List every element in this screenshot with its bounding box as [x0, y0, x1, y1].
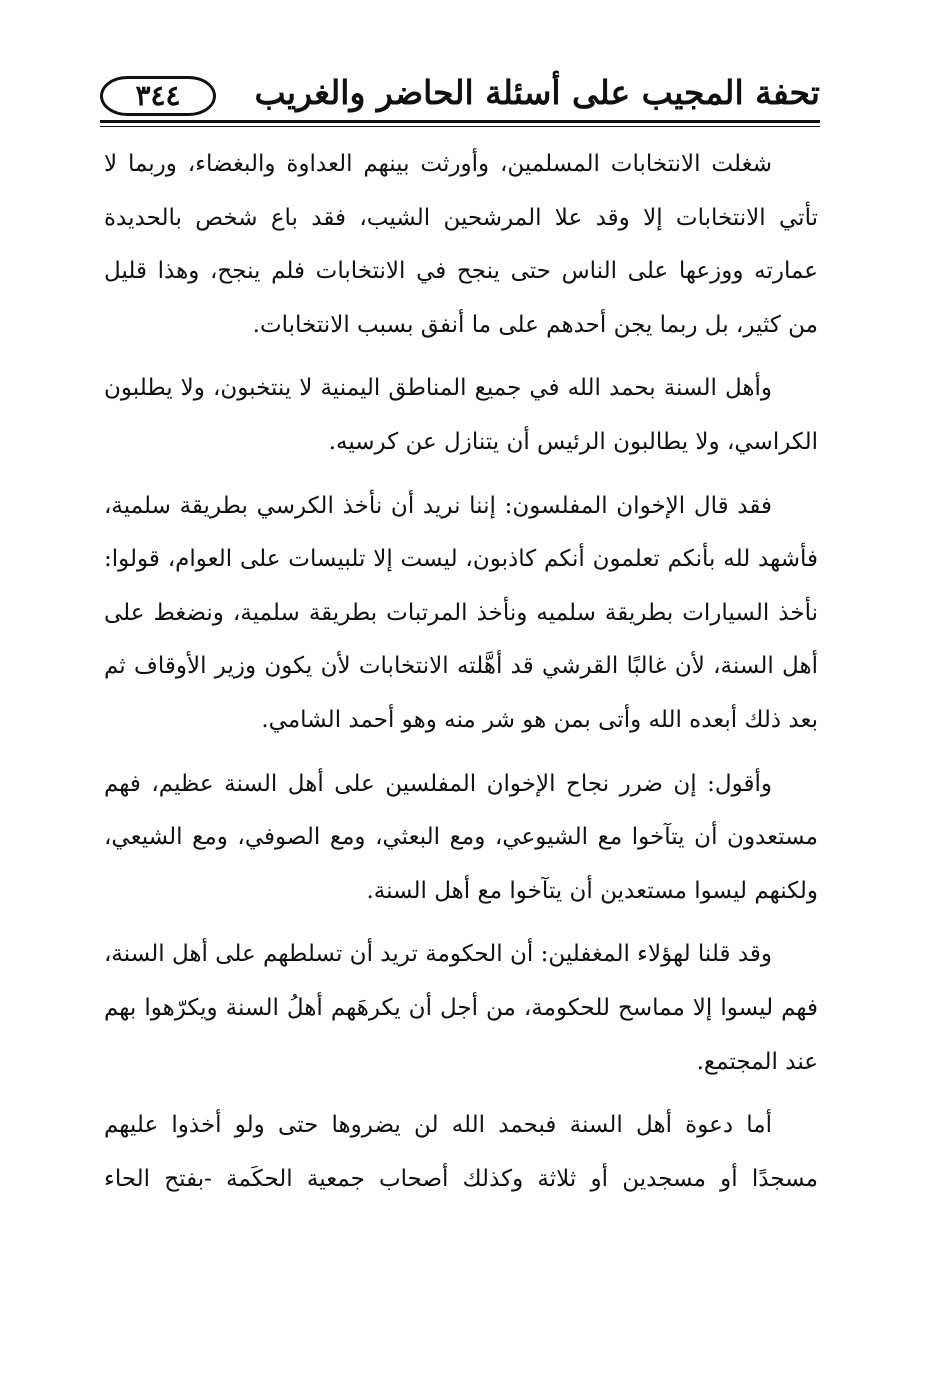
header-rule-thick — [100, 120, 820, 123]
paragraph: وقد قلنا لهؤلاء المغفلين: أن الحكومة تريد أن تسلطهم على أهل السنة، فهم ليسوا إلا مماسح للحكومة، من أجل أن يكرهَهم أهلُ السنة ويكرّهوا بهم عند المجتمع. — [104, 941, 818, 1075]
page-header — [100, 62, 820, 128]
page-number: ٣٤٤ — [100, 76, 216, 116]
paragraph: وأقول: إن ضرر نجاح الإخوان المفلسين على أهل السنة عظيم، فهم مستعدون أن يتآخوا مع الشيوعي، ومع البعثي، ومع الصوفي، ومع الشيعي، ولكنهم ليسوا مستعدين أن يتآخوا مع أهل السنة. — [104, 770, 818, 904]
body-text — [104, 138, 818, 1216]
paragraph: شغلت الانتخابات المسلمين، وأورثت بينهم العداوة والبغضاء، وربما لا تأتي الانتخابات إلا وقد علا المرشحين الشيب، فقد باع شخص بالحديدة عمارته ووزعها على الناس حتى ينجح في الانتخابات فلم ينجح، وهذا قليل من كثير، بل ربما يجن أحدهم على ما أنفق بسبب الانتخابات. — [104, 151, 818, 338]
paragraph: أما دعوة أهل السنة فبحمد الله لن يضروها حتى ولو أخذوا عليهم مسجدًا أو مسجدين أو ثلاثة وكذلك أصحاب جمعية الحكَمة -بفتح الحاء — [104, 1112, 818, 1192]
book-title: تحفة المجيب على أسئلة الحاضر والغريب — [254, 73, 820, 112]
paragraph: وأهل السنة بحمد الله في جميع المناطق اليمنية لا ينتخبون، ولا يطلبون الكراسي، ولا يطالبون الرئيس أن يتنازل عن كرسيه. — [104, 375, 818, 455]
paragraph: فقد قال الإخوان المفلسون: إننا نريد أن نأخذ الكرسي بطريقة سلمية، فأشهد لله بأنكم تعلمون أنكم كاذبون، ليست إلا تلبيسات على العوام، قولوا: نأخذ السيارات بطريقة سلميه ونأخذ المرتبات بطريقة سلمية، ونضغط على أهل السنة، لأن غالبًا القرشي قد أهَّلته الانتخابات لأن يكون وزير الأوقاف ثم بعد ذلك أبعده الله وأتى بمن هو شر منه وهو أحمد الشامي. — [104, 492, 818, 733]
header-rule-thin — [100, 126, 820, 127]
